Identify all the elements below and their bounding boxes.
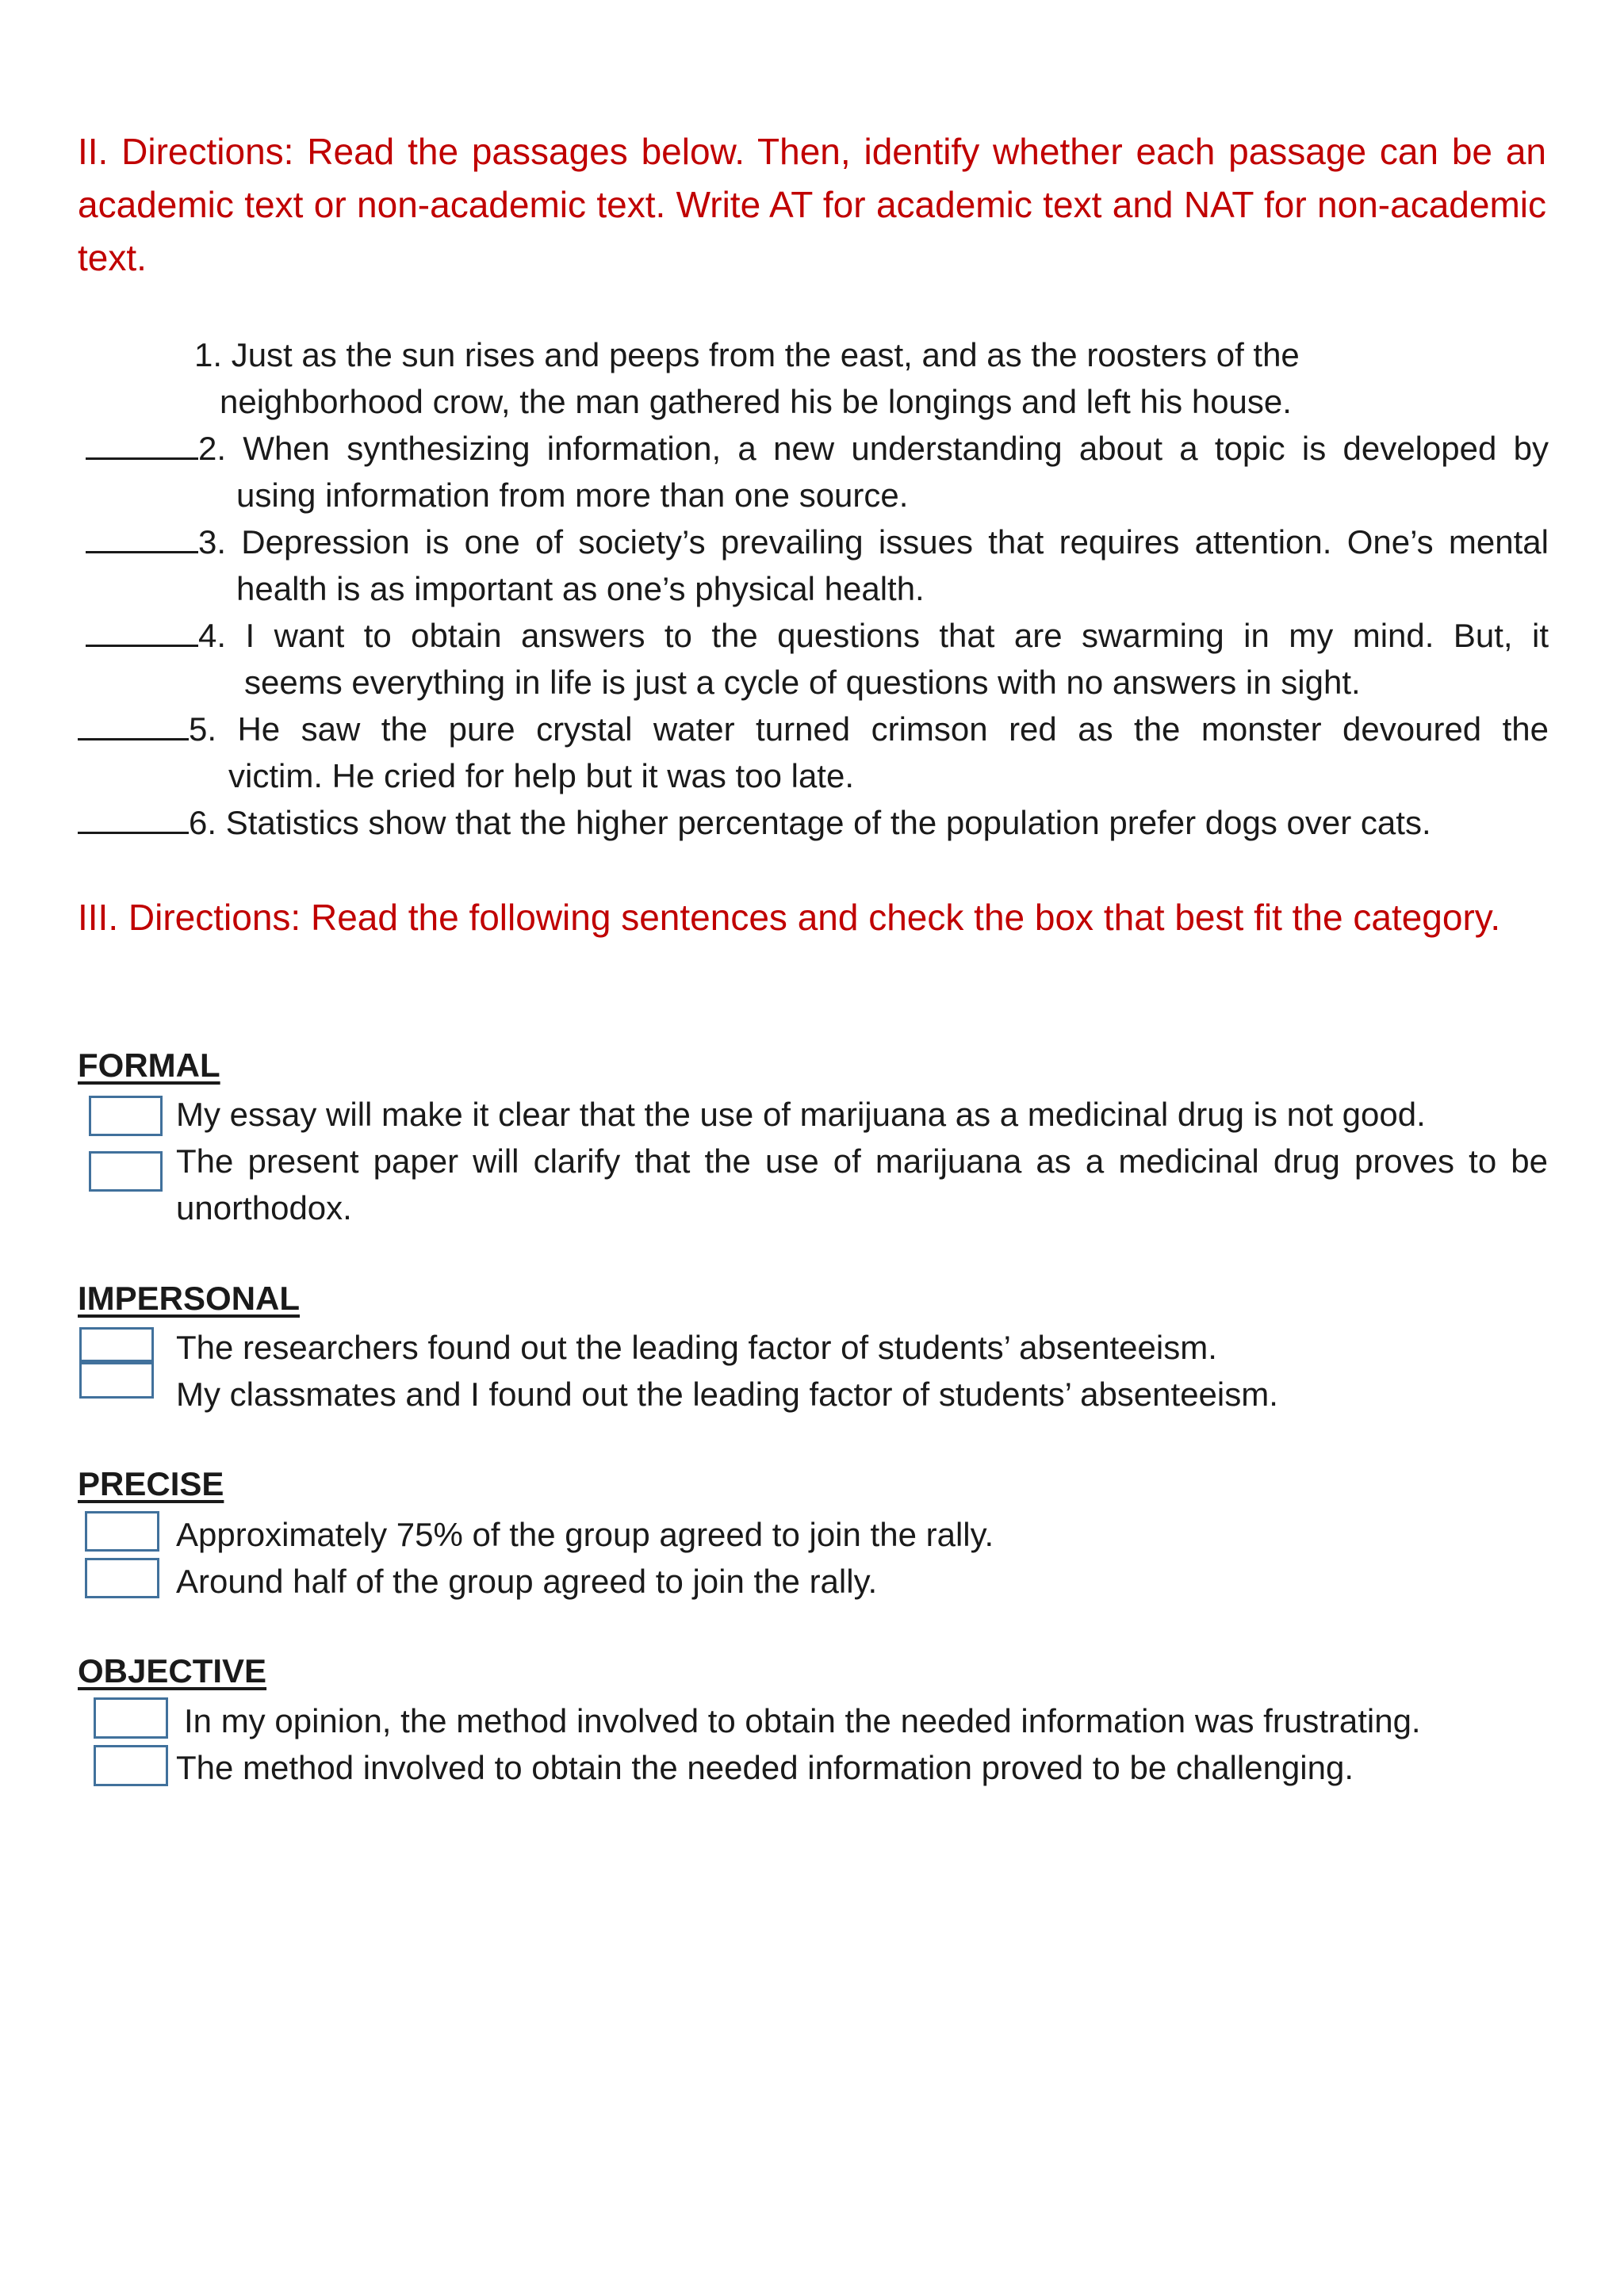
heading-precise: PRECISE <box>78 1465 224 1502</box>
checkbox-precise-1[interactable] <box>85 1511 159 1552</box>
item-5-line1: 5. He saw the pure crystal water turned crimson red as the monster devoured the <box>189 710 1549 748</box>
formal-option-1: My essay will make it clear that the use of marijuana as a medicinal drug is not good. <box>176 1096 1426 1133</box>
item-1-line1: 1. Just as the sun rises and peeps from the east, and as the roosters of the <box>194 336 1300 373</box>
precise-option-2: Around half of the group agreed to join the rally. <box>176 1563 878 1600</box>
checkbox-formal-1[interactable] <box>89 1096 163 1136</box>
answer-blank-5[interactable] <box>78 706 189 740</box>
checkbox-impersonal-1[interactable] <box>79 1327 154 1362</box>
precise-option-1: Approximately 75% of the group agreed to join the rally. <box>176 1516 994 1553</box>
heading-formal: FORMAL <box>78 1047 220 1084</box>
list-item <box>86 519 1549 612</box>
heading-objective: OBJECTIVE <box>78 1652 267 1689</box>
item-2-line2: using information from more than one source. <box>236 476 909 514</box>
section2-directions: II. Directions: Read the passages below. Then, identify whether each passage can be an academic text or non-academic text. Write AT for academic text and NAT for non-academic text. <box>78 131 1546 278</box>
answer-blank-6[interactable] <box>78 800 189 834</box>
checkbox-objective-1[interactable] <box>94 1697 168 1739</box>
formal-option-2-line1: The present paper will clarify that the use of marijuana as a medicinal drug proves to be <box>176 1142 1548 1180</box>
checkbox-formal-2[interactable] <box>89 1151 163 1192</box>
answer-blank-4[interactable] <box>86 613 198 647</box>
objective-option-2: The method involved to obtain the needed information proved to be challenging. <box>176 1749 1354 1786</box>
section3-directions: III. Directions: Read the following sentences and check the box that best fit the category. <box>78 897 1501 938</box>
list-item <box>78 799 1549 846</box>
checkbox-impersonal-2[interactable] <box>79 1362 154 1399</box>
answer-blank-3[interactable] <box>86 519 198 553</box>
checkbox-objective-2[interactable] <box>94 1745 168 1786</box>
objective-option-1: In my opinion, the method involved to obtain the needed information was frustrating. <box>184 1702 1421 1739</box>
list-item <box>86 425 1549 519</box>
item-6-line1: 6. Statistics show that the higher percentage of the population prefer dogs over cats. <box>189 804 1431 841</box>
item-5-line2: victim. He cried for help but it was too late. <box>228 757 854 794</box>
heading-impersonal: IMPERSONAL <box>78 1280 301 1317</box>
list-item <box>78 706 1549 799</box>
item-4-line2: seems everything in life is just a cycle of questions with no answers in sight. <box>244 664 1361 701</box>
item-3-line1: 3. Depression is one of society’s prevailing issues that requires attention. One’s mental <box>198 523 1549 561</box>
answer-blank-2[interactable] <box>86 426 198 460</box>
checkbox-precise-2[interactable] <box>85 1558 159 1598</box>
item-4-line1: 4. I want to obtain answers to the questions that are swarming in my mind. But, it <box>198 617 1549 654</box>
item-2-line1: 2. When synthesizing information, a new understanding about a topic is developed by <box>198 430 1549 467</box>
impersonal-option-1: The researchers found out the leading factor of students’ absenteeism. <box>176 1329 1217 1366</box>
formal-option-2 <box>176 1138 1548 1231</box>
formal-option-2-line2: unorthodox. <box>176 1189 352 1226</box>
list-item <box>86 612 1549 706</box>
list-item <box>194 331 1542 425</box>
impersonal-option-2: My classmates and I found out the leading factor of students’ absenteeism. <box>176 1376 1278 1413</box>
item-3-line2: health is as important as one’s physical health. <box>236 570 925 607</box>
item-1-line2: neighborhood crow, the man gathered his be longings and left his house. <box>220 383 1292 420</box>
